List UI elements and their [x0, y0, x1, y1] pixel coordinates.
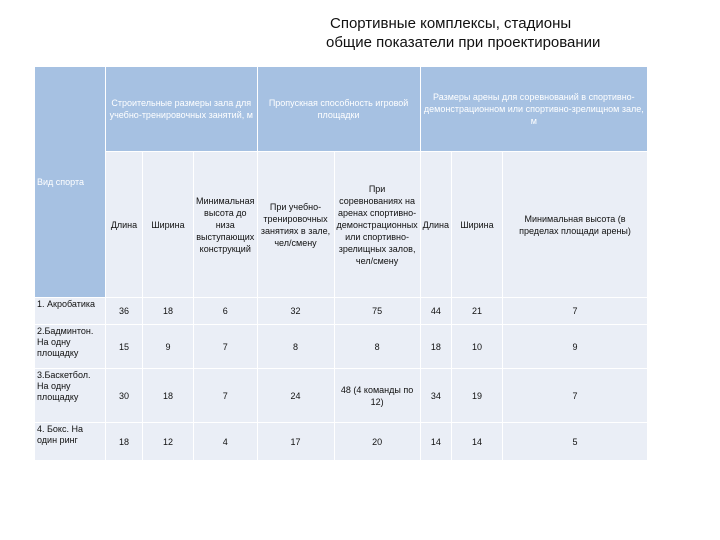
- sports-facilities-table: [34, 66, 648, 461]
- header-group-capacity: Пропускная способность игровой площадки: [258, 67, 420, 151]
- cell-arena-height: 9: [503, 325, 647, 368]
- cell-cap-training: 8: [258, 325, 334, 368]
- header-row-1: [35, 67, 647, 151]
- cell-cap-competition: 48 (4 команды по 12): [335, 369, 420, 422]
- cell-sport: 3.Баскетбол. На одну площадку: [35, 369, 105, 422]
- cell-sport: 4. Бокс. На один ринг: [35, 423, 105, 460]
- cell-cap-competition: 20: [335, 423, 420, 460]
- cell-arena-width: 19: [452, 369, 502, 422]
- cell-length: 30: [106, 369, 142, 422]
- cell-width: 12: [143, 423, 193, 460]
- header-row-2: [35, 152, 647, 297]
- cell-arena-length: 14: [421, 423, 451, 460]
- cell-min-height: 7: [194, 369, 257, 422]
- cell-cap-training: 17: [258, 423, 334, 460]
- cell-min-height: 7: [194, 325, 257, 368]
- cell-cap-training: 32: [258, 298, 334, 324]
- header-min-height: Минимальная высота до низа выступающих конструкций: [194, 152, 257, 297]
- cell-arena-height: 7: [503, 298, 647, 324]
- cell-cap-competition: 75: [335, 298, 420, 324]
- cell-length: 15: [106, 325, 142, 368]
- header-group-arena: Размеры арены для соревнований в спортивно-демонстрационном или спортивно-зрелищном зале, м: [421, 67, 647, 151]
- cell-sport: 1. Акробатика: [35, 298, 105, 324]
- header-width: Ширина: [143, 152, 193, 297]
- cell-arena-width: 14: [452, 423, 502, 460]
- header-capacity-training: При учебно-тренировочных занятиях в зале, чел/смену: [258, 152, 334, 297]
- table-row: [35, 423, 647, 460]
- cell-arena-length: 34: [421, 369, 451, 422]
- cell-arena-length: 44: [421, 298, 451, 324]
- header-sport-type: Вид спорта: [35, 67, 105, 297]
- header-group-training: Строительные размеры зала для учебно-тренировочных занятий, м: [106, 67, 257, 151]
- page-title: [326, 14, 706, 52]
- table-row: [35, 298, 647, 324]
- cell-arena-width: 21: [452, 298, 502, 324]
- cell-length: 18: [106, 423, 142, 460]
- title-line-2: общие показатели при проектировании: [326, 34, 601, 51]
- cell-arena-height: 7: [503, 369, 647, 422]
- table-row: [35, 325, 647, 368]
- cell-arena-height: 5: [503, 423, 647, 460]
- cell-width: 18: [143, 369, 193, 422]
- header-capacity-competition: При соревнованиях на аренах спортивно-демонстрационных или спортивно-зрелищных залов, чел/смену: [335, 152, 420, 297]
- header-arena-min-height: Минимальная высота (в пределах площади арены): [503, 152, 647, 297]
- cell-width: 18: [143, 298, 193, 324]
- cell-length: 36: [106, 298, 142, 324]
- cell-cap-competition: 8: [335, 325, 420, 368]
- header-arena-width: Ширина: [452, 152, 502, 297]
- title-line-1: Спортивные комплексы, стадионы: [330, 15, 572, 32]
- header-arena-length: Длина: [421, 152, 451, 297]
- cell-arena-width: 10: [452, 325, 502, 368]
- cell-width: 9: [143, 325, 193, 368]
- cell-min-height: 6: [194, 298, 257, 324]
- cell-cap-training: 24: [258, 369, 334, 422]
- cell-sport: 2.Бадминтон. На одну площадку: [35, 325, 105, 368]
- table-row: [35, 369, 647, 422]
- cell-min-height: 4: [194, 423, 257, 460]
- cell-arena-length: 18: [421, 325, 451, 368]
- header-length: Длина: [106, 152, 142, 297]
